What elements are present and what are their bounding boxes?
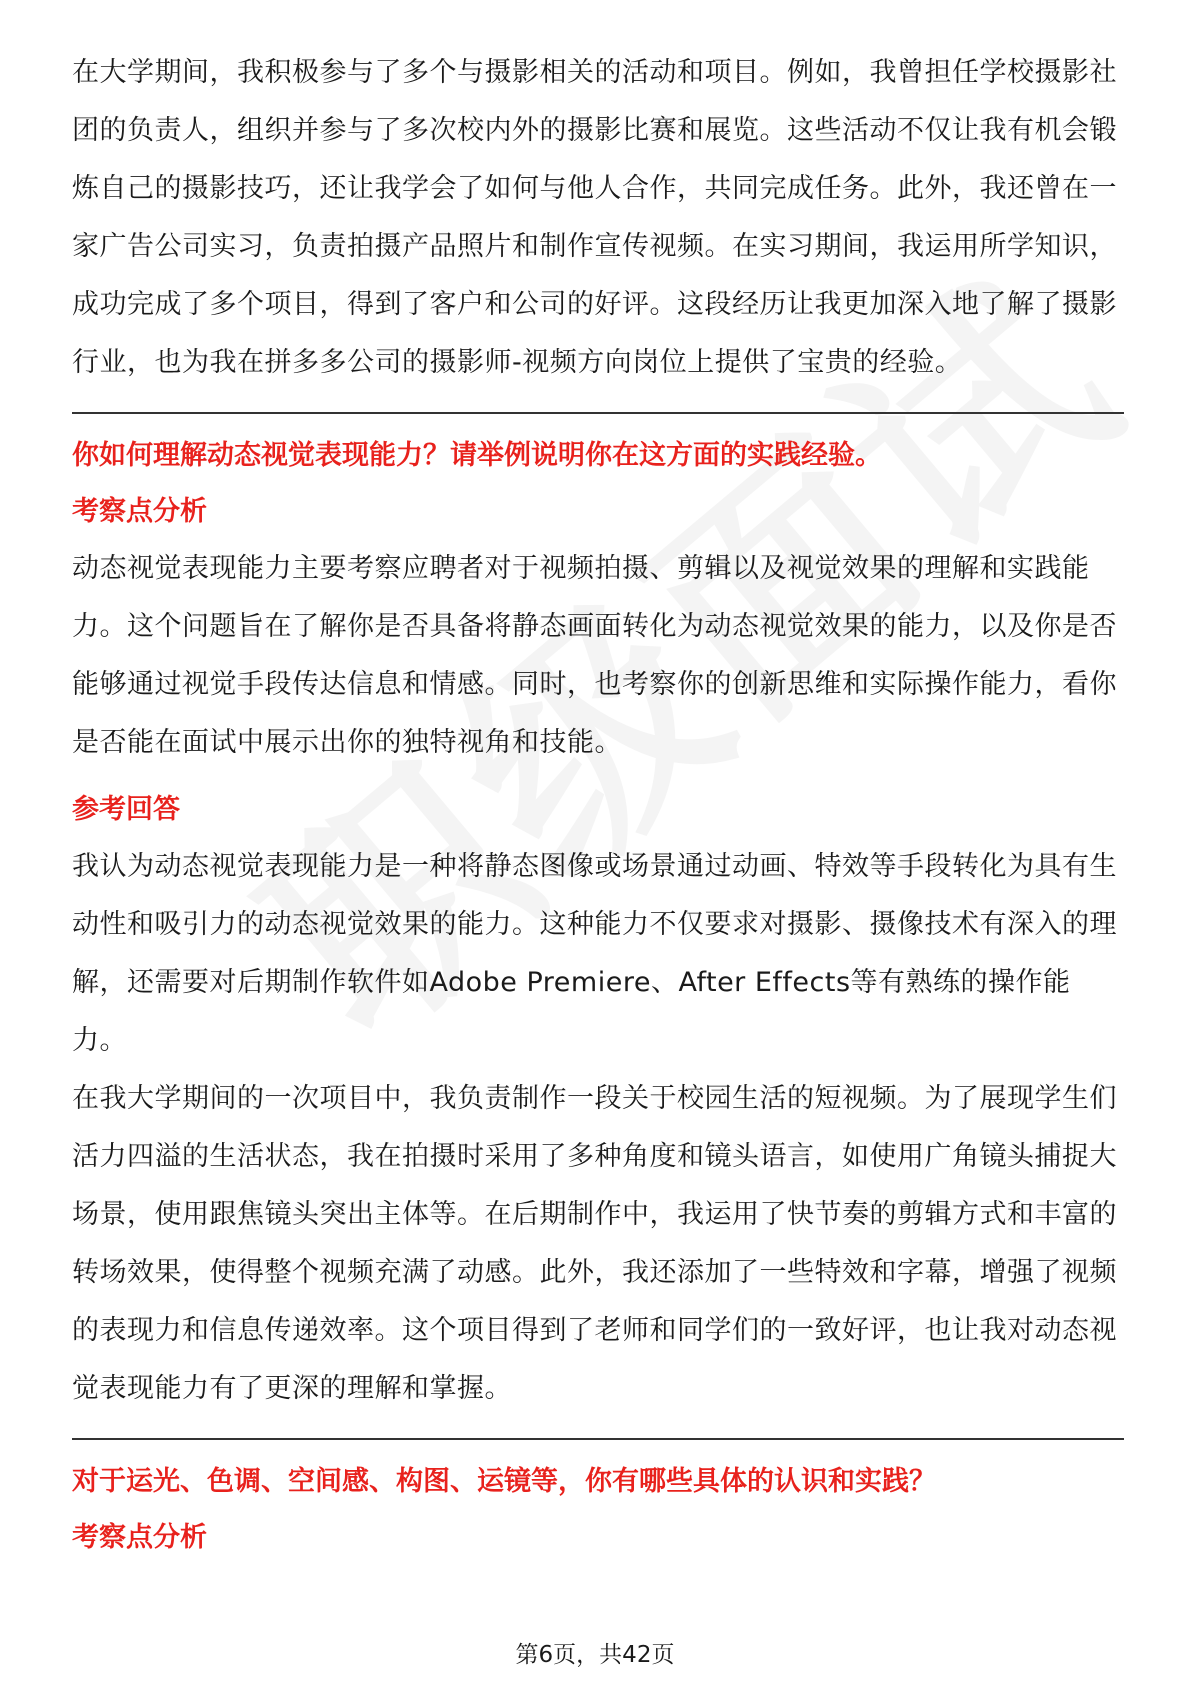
intro-paragraph: 在大学期间，我积极参与了多个与摄影相关的活动和项目。例如，我曾担任学校摄影社团的负责人，组织并参与了多次校内外的摄影比赛和展览。这些活动不仅让我有机会锻炼自己的摄影技巧，还让我学会了如何与他人合作，共同完成任务。此外，我还曾在一家广告公司实习，负责拍摄产品照片和制作宣传视频。在实习期间，我运用所学知识，成功完成了多个项目，得到了客户和公司的好评。这段经历让我更加深入地了解了摄影行业，也为我在拼多多公司的摄影师-视频方向岗位上提供了宝贵的经验。 xyxy=(72,57,1117,378)
analysis-heading: 考察点分析 xyxy=(72,496,207,527)
answer-heading: 参考回答 xyxy=(72,794,180,825)
question-heading: 你如何理解动态视觉表现能力？请举例说明你在这方面的实践经验。 xyxy=(72,440,882,471)
analysis-heading: 考察点分析 xyxy=(72,1522,207,1553)
answer-paragraph: 我认为动态视觉表现能力是一种将静态图像或场景通过动画、特效等手段转化为具有生动性和吸引力的动态视觉效果的能力。这种能力不仅要求对摄影、摄像技术有深入的理解，还需要对后期制作软件如Adobe Premiere、After Effects等有熟练的操作能力。 xyxy=(72,851,1117,1056)
section-divider xyxy=(72,1438,1124,1440)
page-number: 第6页，共42页 xyxy=(515,1642,675,1668)
analysis-paragraph: 动态视觉表现能力主要考察应聘者对于视频拍摄、剪辑以及视觉效果的理解和实践能力。这个问题旨在了解你是否具备将静态画面转化为动态视觉效果的能力，以及你是否能够通过视觉手段传达信息和情感。同时，也考察你的创新思维和实际操作能力，看你是否能在面试中展示出你的独特视角和技能。 xyxy=(72,553,1117,758)
section-divider xyxy=(72,412,1124,414)
answer-paragraph: 在我大学期间的一次项目中，我负责制作一段关于校园生活的短视频。为了展现学生们活力四溢的生活状态，我在拍摄时采用了多种角度和镜头语言，如使用广角镜头捕捉大场景，使用跟焦镜头突出主体等。在后期制作中，我运用了快节奏的剪辑方式和丰富的转场效果，使得整个视频充满了动感。此外，我还添加了一些特效和字幕，增强了视频的表现力和信息传递效率。这个项目得到了老师和同学们的一致好评，也让我对动态视觉表现能力有了更深的理解和掌握。 xyxy=(72,1083,1117,1404)
document-page xyxy=(72,44,1124,1566)
question-heading: 对于运光、色调、空间感、构图、运镜等，你有哪些具体的认识和实践？ xyxy=(72,1466,936,1497)
